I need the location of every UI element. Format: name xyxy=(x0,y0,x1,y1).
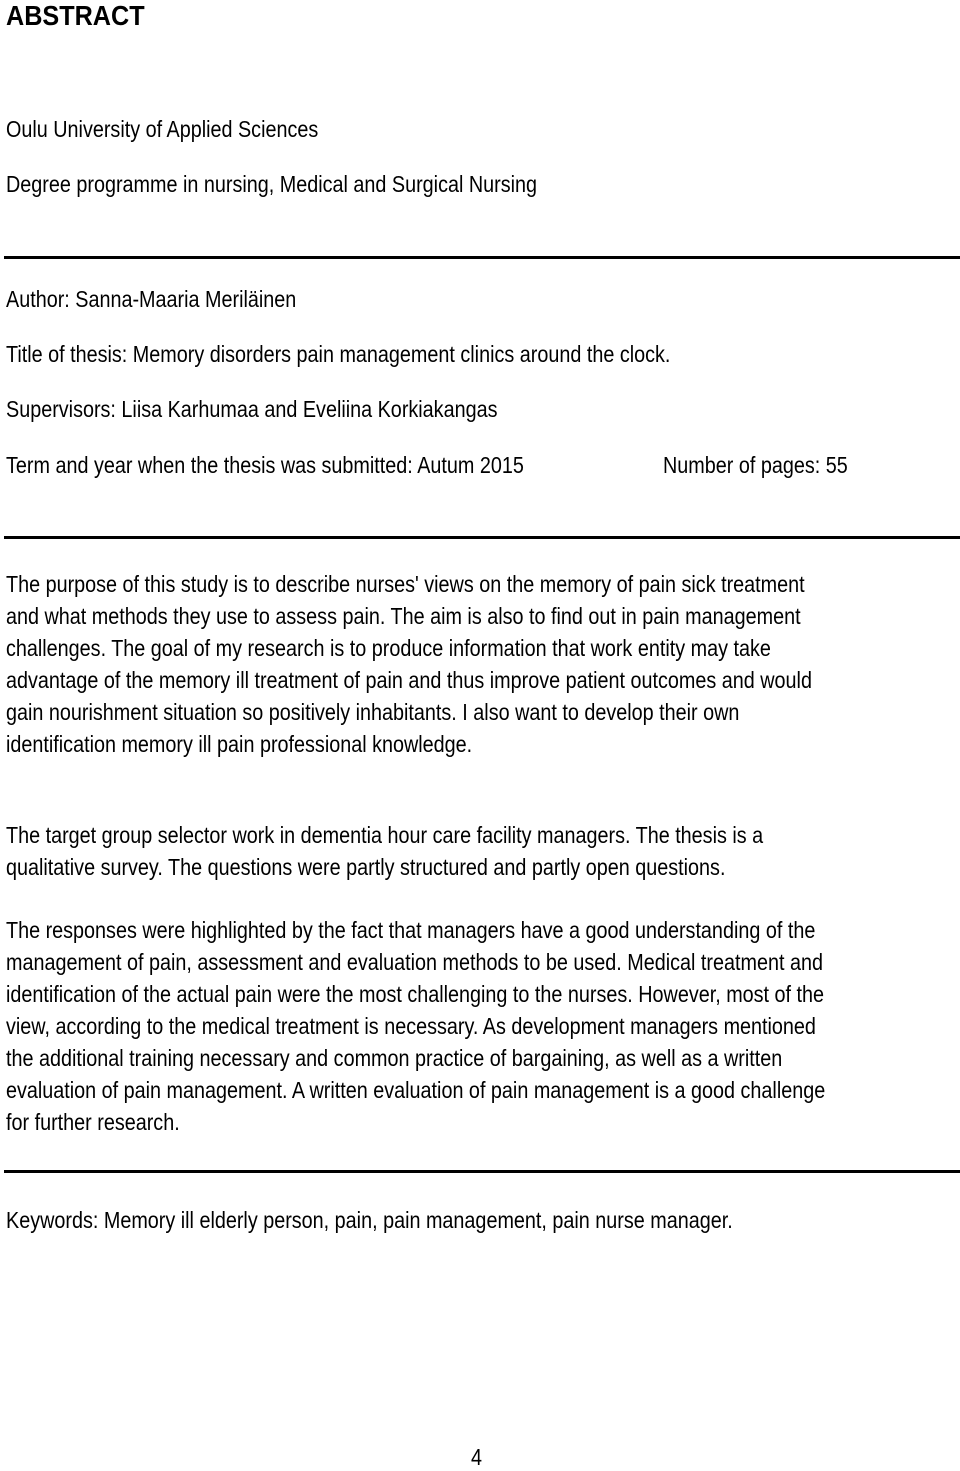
author: Author: Sanna-Maaria Meriläinen xyxy=(6,286,297,312)
paragraph-line: the additional training necessary and common practice of bargaining, as well as a written xyxy=(6,1045,783,1071)
paragraph-line: management of pain, assessment and evaluation methods to be used. Medical treatment and xyxy=(6,949,823,975)
paragraph-line: evaluation of pain management. A written evaluation of pain management is a good challenge xyxy=(6,1077,826,1103)
abstract-paragraph-responses xyxy=(6,914,952,1138)
paragraph-line: challenges. The goal of my research is to produce information that work entity may take xyxy=(6,635,771,661)
abstract-paragraph-target-group xyxy=(6,819,952,883)
paragraph-line: qualitative survey. The questions were partly structured and partly open questions. xyxy=(6,854,726,880)
divider-top xyxy=(4,256,960,259)
paragraph-line: The target group selector work in dementia hour care facility managers. The thesis is a xyxy=(6,822,764,848)
submission-term: Term and year when the thesis was submitted: Autum 2015 xyxy=(6,452,524,478)
paragraph-line: and what methods they use to assess pain. The aim is also to find out in pain management xyxy=(6,603,801,629)
institution: Oulu University of Applied Sciences xyxy=(6,116,319,142)
keywords: Keywords: Memory ill elderly person, pain, pain management, pain nurse manager. xyxy=(6,1207,733,1233)
paragraph-line: The responses were highlighted by the fact that managers have a good understanding of the xyxy=(6,917,816,943)
supervisors: Supervisors: Liisa Karhumaa and Eveliina Korkiakangas xyxy=(6,396,498,422)
degree-programme: Degree programme in nursing, Medical and Surgical Nursing xyxy=(6,171,538,197)
abstract-paragraph-purpose xyxy=(6,568,952,760)
thesis-title: Title of thesis: Memory disorders pain management clinics around the clock. xyxy=(6,341,671,367)
paragraph-line: for further research. xyxy=(6,1109,180,1135)
paragraph-line: view, according to the medical treatment is necessary. As development managers mentioned xyxy=(6,1013,816,1039)
page-heading: ABSTRACT xyxy=(6,0,145,31)
paragraph-line: The purpose of this study is to describe nurses' views on the memory of pain sick treatment xyxy=(6,571,805,597)
number-of-pages: Number of pages: 55 xyxy=(663,452,848,478)
divider-middle xyxy=(4,536,960,539)
paragraph-line: identification memory ill pain professional knowledge. xyxy=(6,731,473,757)
paragraph-line: identification of the actual pain were the most challenging to the nurses. However, most of the xyxy=(6,981,825,1007)
divider-bottom xyxy=(4,1170,960,1173)
paragraph-line: advantage of the memory ill treatment of pain and thus improve patient outcomes and would xyxy=(6,667,812,693)
paragraph-line: gain nourishment situation so positively inhabitants. I also want to develop their own xyxy=(6,699,740,725)
page-number: 4 xyxy=(471,1444,483,1470)
